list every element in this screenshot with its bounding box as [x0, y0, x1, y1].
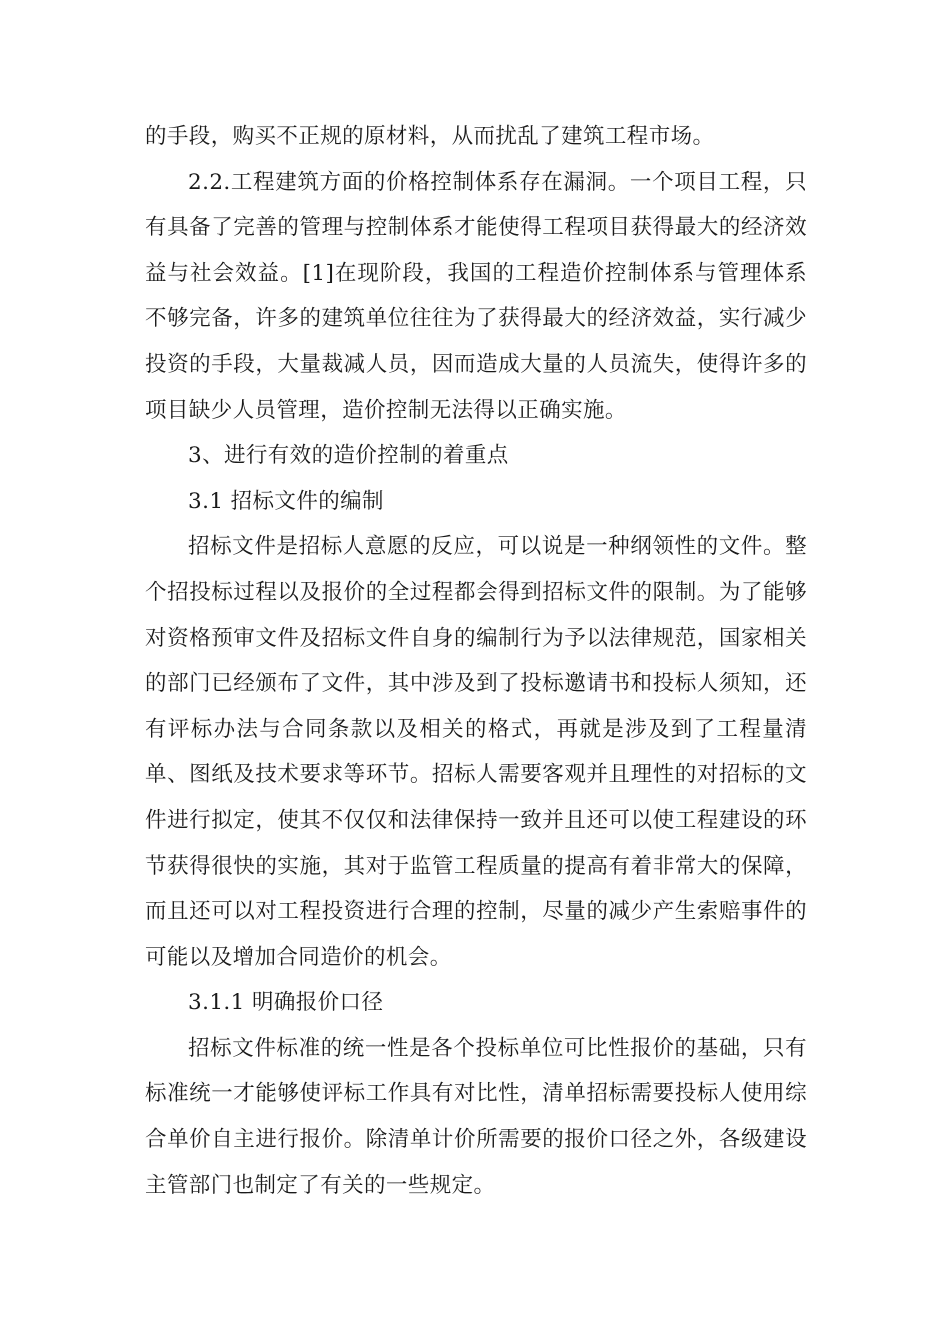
section-heading-3-1: 3.1 招标文件的编制	[188, 488, 384, 514]
paragraph-tender-documents: 招标文件是招标人意愿的反应，可以说是一种纲领性的文件。整个招投标过程以及报价的全过程都会得到招标文件的限制。为了能够对资格预审文件及招标文件自身的编制行为予以法律规范，国家相关的部门已经颁布了文件，其中涉及到了投标邀请书和投标人须知，还有评标办法与合同条款以及相关的格式，再就是涉及到了工程量清单、图纸及技术要求等环节。招标人需要客观并且理性的对招标的文件进行拟定，使其不仅仅和法律保持一致并且还可以使工程建设的环节获得很快的实施，其对于监管工程质量的提高有着非常大的保障，而且还可以对工程投资进行合理的控制，尽量的减少产生索赔事件的可能以及增加合同造价的机会。	[145, 534, 807, 970]
paragraph-quotation-standard: 招标文件标准的统一性是各个投标单位可比性报价的基础，只有标准统一才能够使评标工作具有对比性，清单招标需要投标人使用综合单价自主进行报价。除清单计价所需要的报价口径之外，各级建设主管部门也制定了有关的一些规定。	[145, 1035, 807, 1198]
paragraph-continuation: 的手段，购买不正规的原材料，从而扰乱了建筑工程市场。	[145, 124, 715, 149]
paragraph-price-control-loophole: 2.2.工程建筑方面的价格控制体系存在漏洞。一个项目工程，只有具备了完善的管理与控制体系才能使得工程项目获得最大的经济效益与社会效益。[1]在现阶段，我国的工程造价控制体系与管理体系不够完备，许多的建筑单位往往为了获得最大的经济效益，实行减少投资的手段，大量裁减人员，因而造成大量的人员流失，使得许多的项目缺少人员管理，造价控制无法得以正确实施。	[145, 169, 807, 423]
document-page	[145, 114, 807, 1208]
section-heading-3: 3、进行有效的造价控制的着重点	[188, 443, 509, 469]
section-heading-3-1-1: 3.1.1 明确报价口径	[188, 990, 384, 1016]
